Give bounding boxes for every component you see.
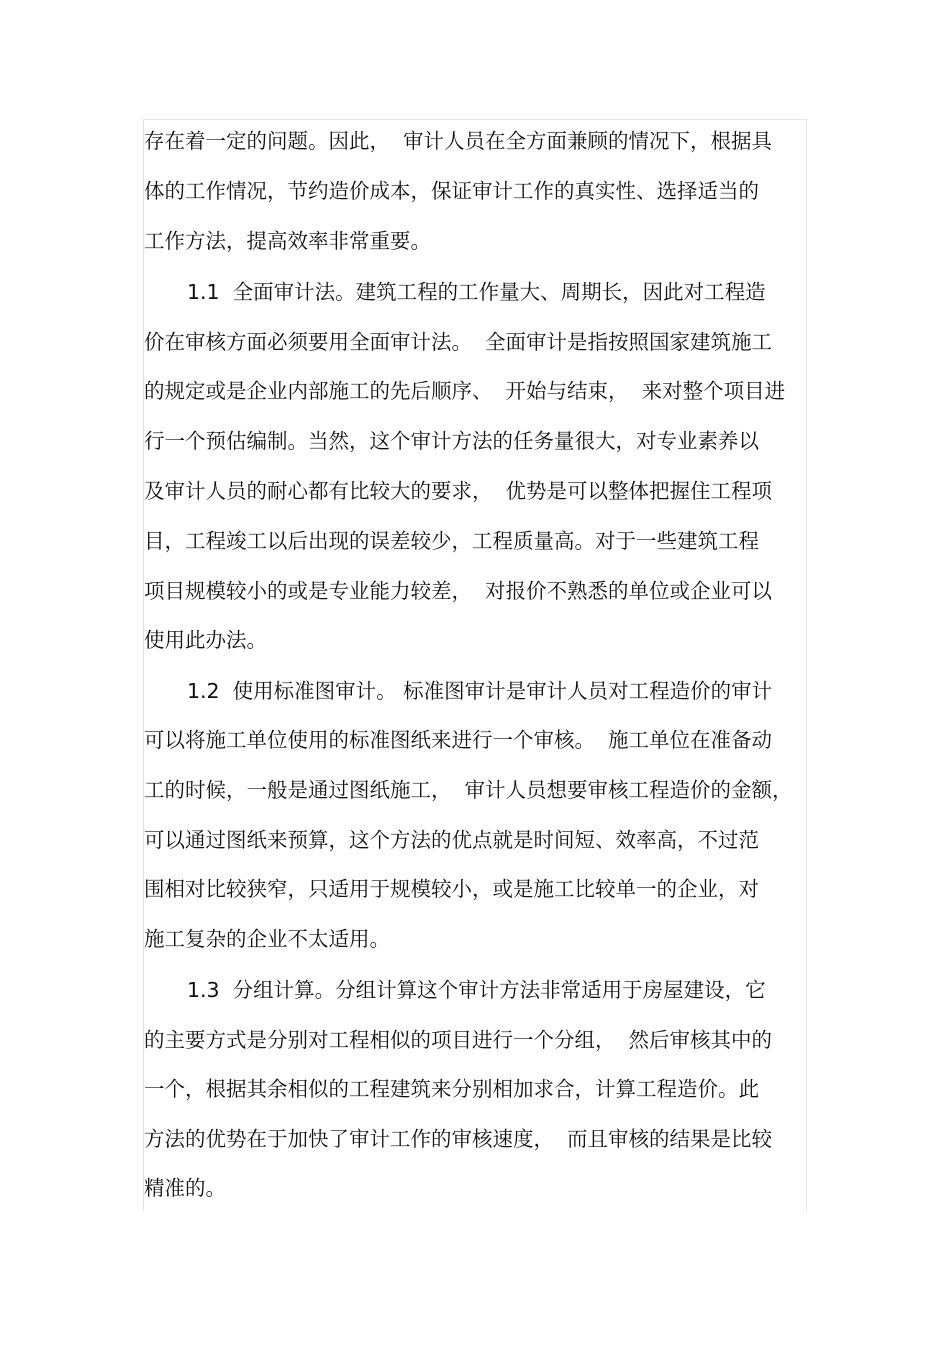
text-line: 围相对比较狭窄，只适用于规模较小，或是施工比较单一的企业，对 [144, 877, 759, 901]
text-line: 体的工作情况，节约造价成本，保证审计工作的真实性、选择适当的 [144, 179, 759, 203]
text-line: 及审计人员的耐心都有比较大的要求， 优势是可以整体把握住工程项 [144, 479, 773, 503]
text-line: 行一个预估编制。当然，这个审计方法的任务量很大，对专业素养以 [144, 429, 759, 453]
text-line: 可以通过图纸来预算，这个方法的优点就是时间短、效率高，不过范 [144, 828, 759, 852]
text-line: 精准的。 [144, 1176, 226, 1200]
text-line: 目，工程竣工以后出现的误差较少，工程质量高。对于一些建筑工程 [144, 529, 759, 553]
text-line: 使用此办法。 [144, 628, 267, 652]
text-line: 方法的优势在于加快了审计工作的审核速度， 而且审核的结果是比较 [144, 1127, 773, 1151]
section-heading-line: 1.1 全面审计法。建筑工程的工作量大、周期长，因此对工程造 [187, 280, 766, 304]
text-line: 一个，根据其余相似的工程建筑来分别相加求合，计算工程造价。此 [144, 1077, 759, 1101]
section-heading-line: 1.3 分组计算。分组计算这个审计方法非常适用于房屋建设，它 [187, 978, 766, 1002]
text-line: 可以将施工单位使用的标准图纸来进行一个审核。 施工单位在准备动 [144, 728, 773, 752]
text-line: 施工复杂的企业不太适用。 [144, 927, 390, 951]
text-line: 的主要方式是分别对工程相似的项目进行一个分组， 然后审核其中的 [144, 1028, 773, 1052]
text-line: 存在着一定的问题。因此， 审计人员在全方面兼顾的情况下，根据具 [144, 129, 773, 153]
text-line: 工作方法，提高效率非常重要。 [144, 229, 431, 253]
text-line: 项目规模较小的或是专业能力较差， 对报价不熟悉的单位或企业可以 [144, 579, 773, 603]
text-line: 的规定或是企业内部施工的先后顺序、 开始与结束， 来对整个项目进 [144, 379, 786, 403]
text-line: 价在审核方面必须要用全面审计法。 全面审计是指按照国家建筑施工 [144, 330, 773, 354]
section-heading-line: 1.2 使用标准图审计。 标准图审计是审计人员对工程造价的审计 [187, 679, 773, 703]
text-line: 工的时候，一般是通过图纸施工， 审计人员想要审核工程造价的金额， [144, 778, 793, 802]
